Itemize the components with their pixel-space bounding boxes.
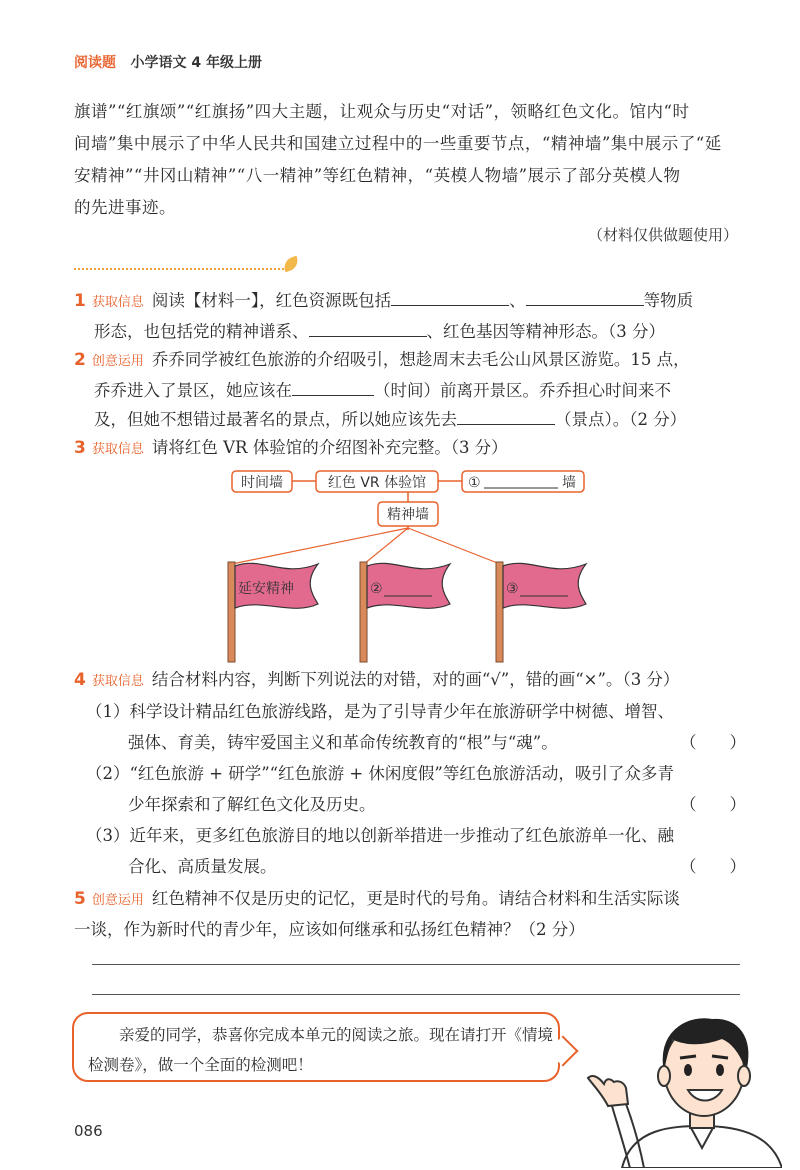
question-text: 阅读【材料一】，红色资源既包括	[151, 291, 392, 310]
judge-item-3	[86, 820, 746, 882]
connector-line	[232, 528, 408, 564]
page-number: 086	[74, 1122, 103, 1140]
answer-blank[interactable]	[292, 378, 374, 396]
page-header	[74, 52, 262, 72]
question-text: 、红色基因等精神形态。（3 分）	[426, 322, 665, 341]
item-text: 强体、育美，铸牢爱国主义和革命传统教育的“根”与“魂”。	[128, 733, 558, 752]
question-tag: 创意运用	[91, 354, 144, 369]
question-tag: 创意运用	[91, 893, 144, 908]
blank-1-label: ①	[468, 475, 481, 491]
item-text: 近年来，更多红色旅游目的地以创新举措进一步推动了红色旅游单一化、融	[129, 826, 674, 845]
passage-line: 安精神”“井冈山精神”“八一精神”等红色精神，“英模人物墙”展示了部分英模人物	[74, 166, 681, 185]
passage-line: 旗谱”“红旗颂”“红旗扬”四大主题，让观众与历史“对话”，领略红色文化。馆内“时	[74, 102, 690, 121]
spirit-wall-label: 精神墙	[387, 507, 429, 523]
connector-line	[408, 528, 500, 564]
item-label: （2）	[86, 764, 130, 783]
leaf-icon	[281, 256, 300, 273]
flag-2-label: ②	[370, 581, 383, 597]
flag-pole	[496, 562, 503, 662]
material-note: （材料仅供做题使用）	[587, 226, 738, 244]
answer-line[interactable]	[92, 964, 740, 965]
question-3	[74, 433, 754, 464]
answer-blank[interactable]	[391, 288, 509, 306]
section-tag: 阅读题	[74, 55, 116, 71]
vr-hall-label: 红色 VR 体验馆	[327, 475, 427, 491]
cartoon-boy-icon	[582, 1008, 782, 1168]
question-tag: 获取信息	[91, 674, 144, 689]
item-label: （3）	[86, 826, 130, 845]
question-text: 一谈，作为新时代的青少年，应该如何继承和弘扬红色精神？（2 分）	[74, 920, 585, 939]
question-text: 乔乔进入了景区，她应该在	[94, 381, 292, 400]
flag-3-label: ③	[506, 581, 519, 597]
question-text: 形态，也包括党的精神谱系、	[94, 322, 309, 341]
time-wall-label: 时间墙	[241, 475, 283, 491]
connector-line	[364, 528, 408, 564]
answer-line[interactable]	[92, 994, 740, 995]
item-label: （1）	[86, 702, 130, 721]
question-text: 红色精神不仅是历史的记忆，更是时代的号角。请结合材料和生活实际谈	[151, 889, 680, 908]
flag-1-label: 延安精神	[238, 581, 294, 597]
question-number: 1	[74, 291, 86, 311]
question-text: （时间）前离开景区。乔乔担心时间来不	[374, 381, 671, 400]
answer-blank[interactable]	[526, 288, 644, 306]
judge-item-1	[86, 696, 746, 758]
item-text: 少年探索和了解红色文化及历史。	[128, 795, 376, 814]
question-number: 5	[74, 889, 86, 909]
reading-passage	[74, 96, 754, 224]
flag-pole	[360, 562, 367, 662]
question-number: 3	[74, 438, 86, 458]
answer-parentheses[interactable]: （ ）	[680, 733, 746, 752]
question-text: 乔乔同学被红色旅游的介绍吸引，想趁周末去毛公山风景区游览。15 点，	[151, 350, 690, 369]
passage-line: 间墙”集中展示了中华人民共和国建立过程中的一些重要节点，“精神墙”集中展示了“延	[74, 134, 722, 153]
speech-text: 亲爱的同学，恭喜你完成本单元的阅读之旅。现在请打开《情境检测卷》，做一个全面的检测吧！	[88, 1026, 554, 1074]
passage-line: 的先进事迹。	[74, 198, 176, 217]
answer-blank[interactable]	[309, 319, 427, 337]
judge-item-2	[86, 758, 746, 820]
book-title: 小学语文 4 年级上册	[130, 55, 262, 71]
dotted-divider	[74, 268, 284, 270]
question-number: 4	[74, 670, 86, 690]
question-text: （景点）。（2 分）	[555, 410, 687, 429]
question-text: 及，但她不想错过最著名的景点，所以她应该先去	[94, 410, 457, 429]
question-text: 等物质	[643, 291, 694, 310]
vr-hall-diagram	[0, 466, 800, 666]
item-text: 合化、高质量发展。	[128, 857, 277, 876]
question-5	[74, 884, 754, 944]
item-text: 科学设计精品红色旅游线路，是为了引导青少年在旅游研学中树德、增智、	[129, 702, 674, 721]
question-1	[74, 286, 754, 346]
answer-blank[interactable]	[457, 407, 555, 425]
blank-1-suffix: 墙	[562, 475, 576, 491]
question-number: 2	[74, 350, 86, 370]
answer-parentheses[interactable]: （ ）	[680, 857, 746, 876]
question-text: 、	[509, 291, 526, 310]
question-text: 结合材料内容，判断下列说法的对错，对的画“√”，错的画“×”。（3 分）	[151, 670, 680, 689]
question-text: 请将红色 VR 体验馆的介绍图补充完整。（3 分）	[151, 438, 508, 457]
flag-pole	[228, 562, 235, 662]
question-4	[74, 665, 754, 696]
item-text: “红色旅游 + 研学”“红色旅游 + 休闲度假”等红色旅游活动，吸引了众多青	[129, 764, 674, 783]
question-2	[74, 345, 754, 434]
question-tag: 获取信息	[91, 442, 144, 457]
answer-parentheses[interactable]: （ ）	[680, 795, 746, 814]
question-tag: 获取信息	[91, 295, 144, 310]
